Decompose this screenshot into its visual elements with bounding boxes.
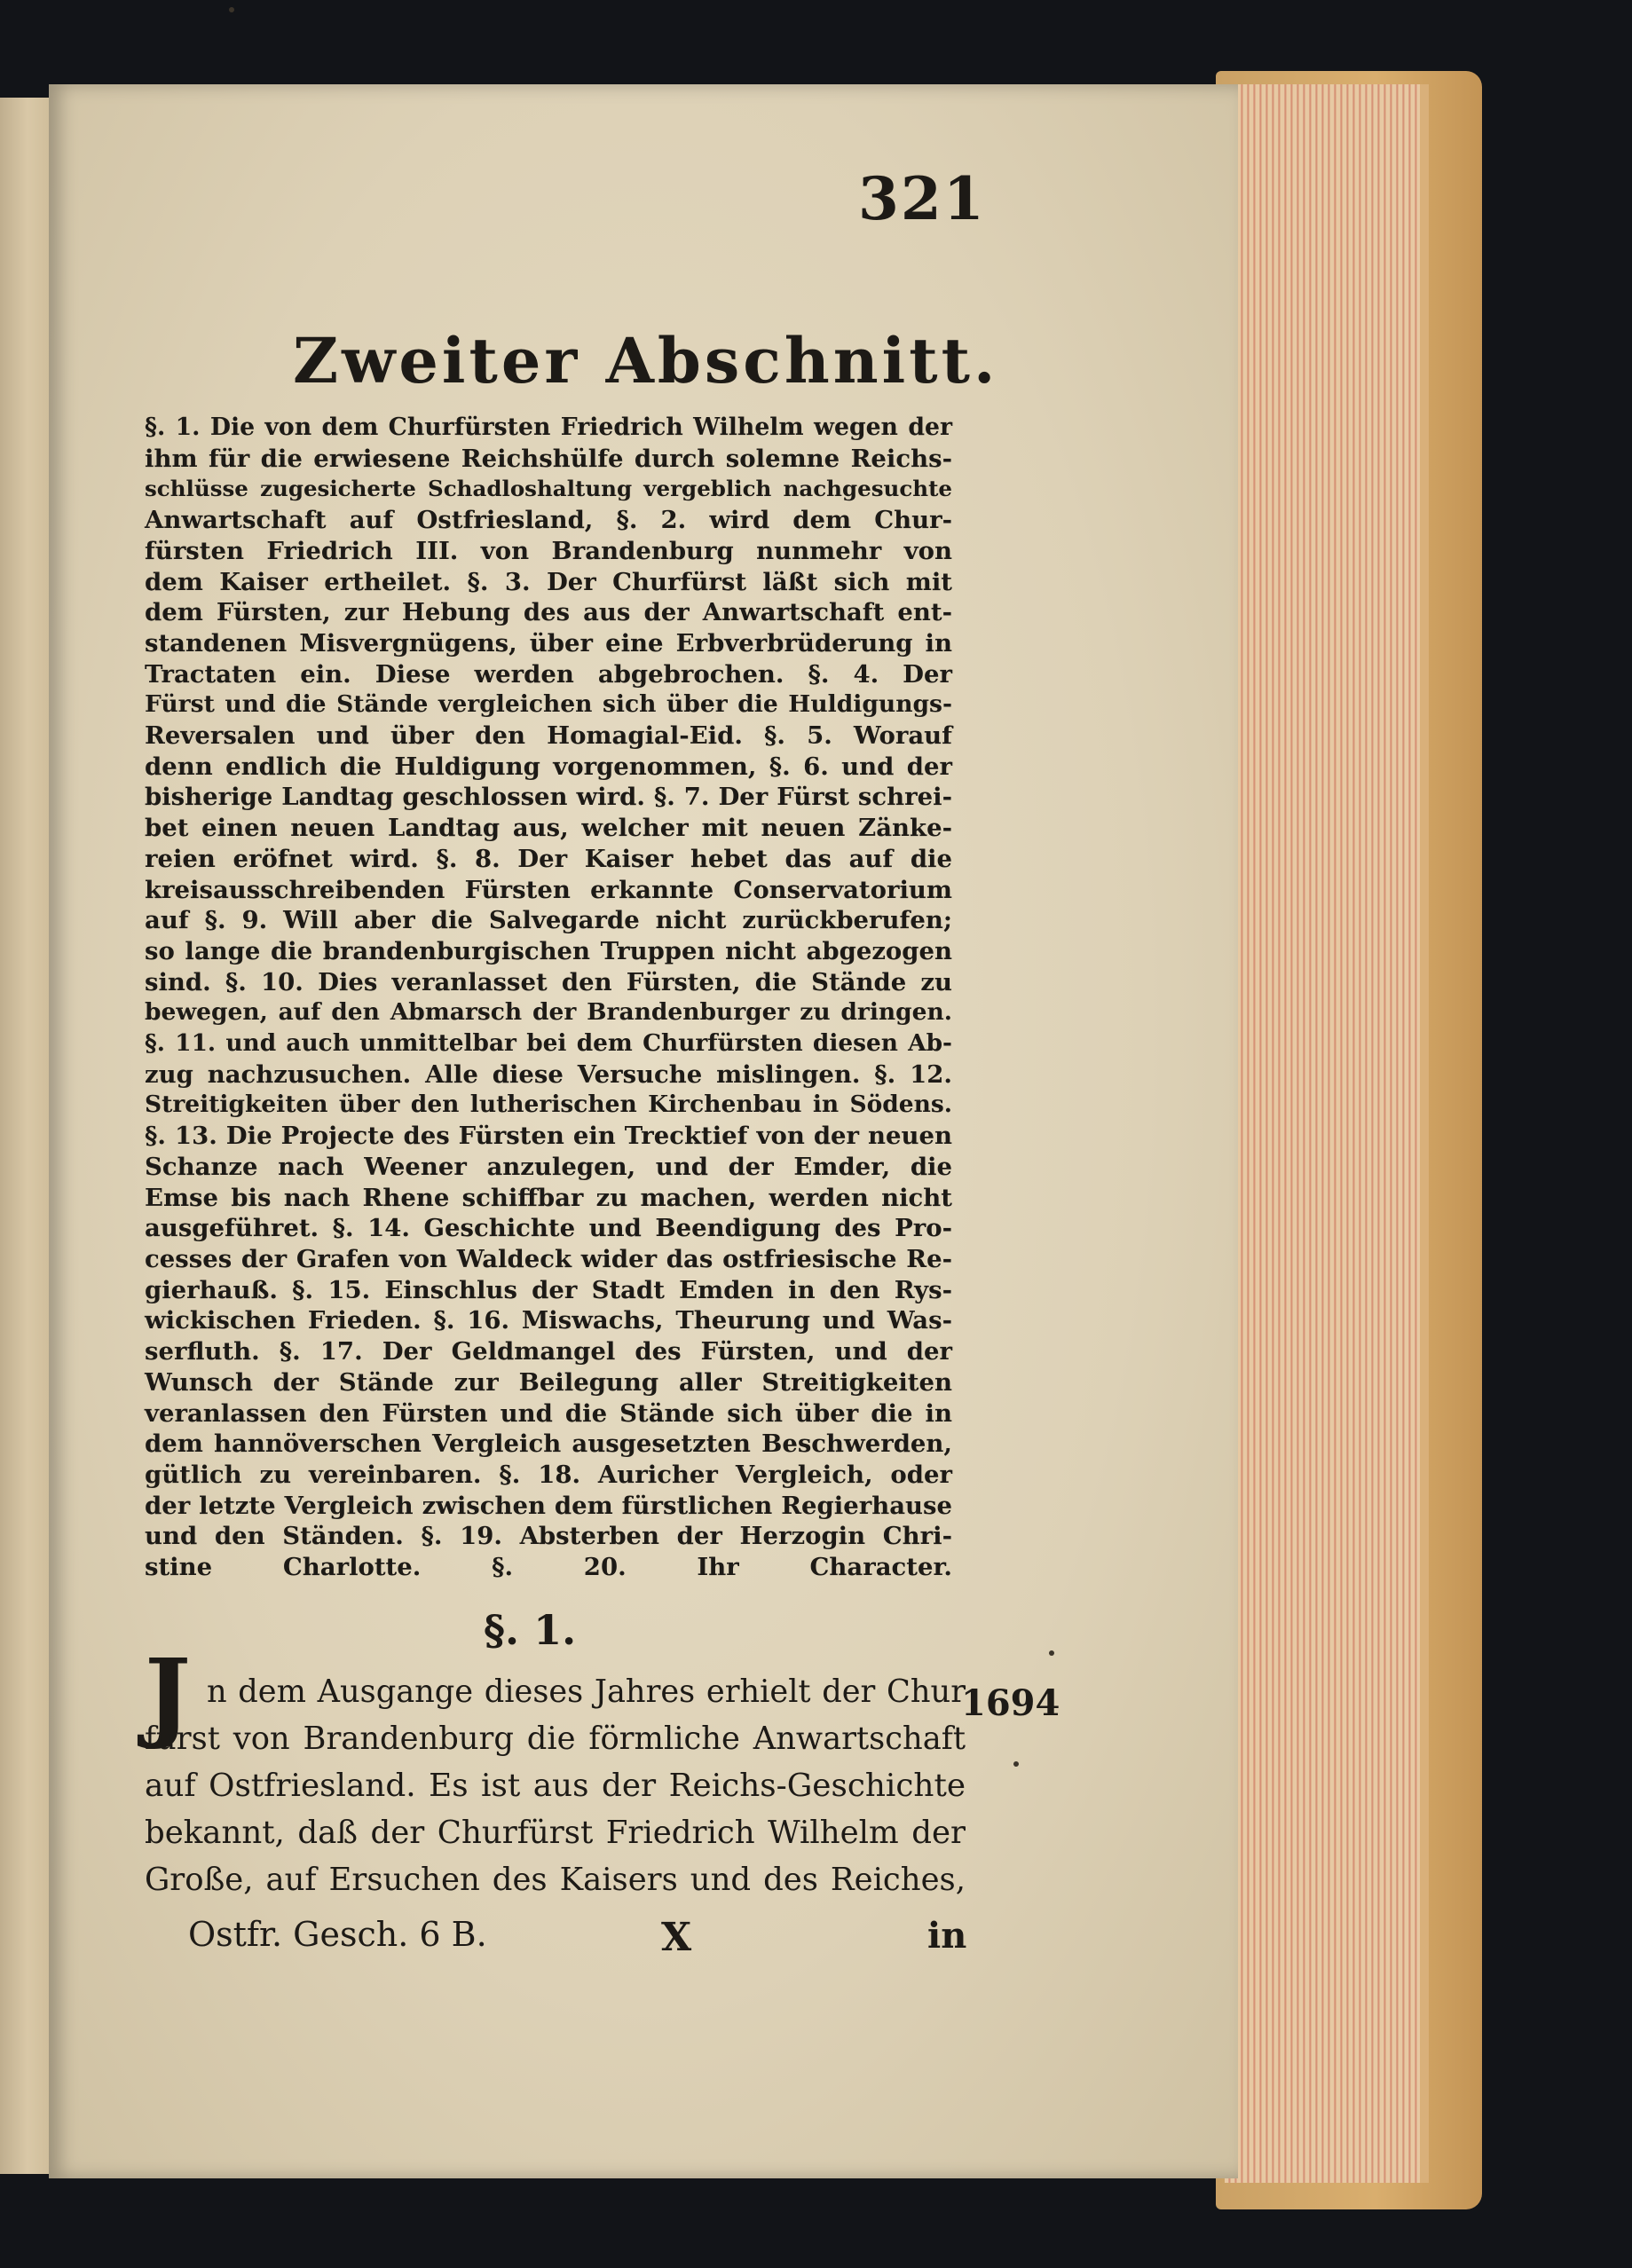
summary-line: gütlich zu vereinbaren. §. 18. Auricher Vergleich, oder [145,1460,952,1489]
summary-line: Tractaten ein. Diese werden abgebrochen. §. 4. Der [145,659,952,689]
page-block-edges [1225,84,1429,2183]
speck [1049,1650,1054,1656]
summary-line: dem Kaiser ertheilet. §. 3. Der Churfürst läßt sich mit [145,567,952,596]
summary-line: Schanze nach Weener anzulegen, und der Emder, die [145,1152,952,1181]
summary-line: serfluth. §. 17. Der Geldmangel des Fürsten, und der [145,1337,952,1366]
chapter-heading: Zweiter Abschnitt. [293,324,999,398]
summary-line: bisherige Landtag geschlossen wird. §. 7. Der Fürst schrei- [145,783,952,812]
summary-line: schlüsse zugesicherte Schadloshaltung vergeblich nachgesuchte [145,476,952,502]
body-line: fürst von Brandenburg die förmliche Anwartschaft [145,1721,966,1757]
body-line: bekannt, daß der Churfürst Friedrich Wilhelm der [145,1815,966,1851]
summary-line: sind. §. 10. Dies veranlasset den Fürsten, die Stände zu [145,967,952,996]
summary-line: kreisausschreibenden Fürsten erkannte Conservatorium [145,875,952,904]
summary-line: denn endlich die Huldigung vorgenommen, §. 6. und der [145,752,952,781]
page-number: 321 [858,164,986,233]
summary-line: standenen Misvergnügens, über eine Erbverbrüderung in [145,628,952,658]
summary-line: Reversalen und über den Homagial-Eid. §. 5. Worauf [145,721,952,751]
summary-line: ausgeführet. §. 14. Geschichte und Beendigung des Pro- [145,1214,952,1243]
summary-line: und den Ständen. §. 19. Absterben der Herzogin Chri- [145,1522,952,1551]
margin-year: 1694 [961,1682,1060,1724]
summary-line: Fürst und die Stände vergleichen sich über die Huldigungs- [145,690,952,719]
drop-cap: J [145,1637,192,1752]
body-line: Große, auf Ersuchen des Kaisers und des Reiches, [145,1862,966,1898]
summary-line: §. 13. Die Projecte des Fürsten ein Trecktief von der neuen [145,1122,952,1151]
summary-line: Wunsch der Stände zur Beilegung aller Streitigkeiten [145,1367,952,1397]
summary-line: der letzte Vergleich zwischen dem fürstlichen Regierhause [145,1491,952,1520]
summary-line: cesses der Grafen von Waldeck wider das ostfriesische Re- [145,1244,952,1273]
summary-line: dem Fürsten, zur Hebung des aus der Anwartschaft ent- [145,598,952,627]
summary-line: §. 11. und auch unmittelbar bei dem Churfürsten diesen Ab- [145,1029,952,1058]
summary-line: §. 1. Die von dem Churfürsten Friedrich Wilhelm wegen der [145,413,952,441]
chapter-summary [145,413,952,1583]
signature-line: Ostfr. Gesch. 6 B. [188,1915,487,1954]
speck [229,7,234,12]
summary-line: so lange die brandenburgischen Truppen nicht abgezogen [145,936,952,965]
body-line: n dem Ausgange dieses Jahres erhielt der Chur [207,1673,966,1710]
summary-line: Anwartschaft auf Ostfriesland, §. 2. wird dem Chur- [145,506,952,535]
section-mark: §. 1. [484,1606,577,1654]
speck [1013,1761,1019,1767]
summary-line: ihm für die erwiesene Reichshülfe durch solemne Reichs- [145,444,952,473]
summary-line: wickischen Frieden. §. 16. Miswachs, Theurung und Was- [145,1306,952,1335]
catchword: in [927,1915,967,1957]
signature-mark: X [661,1915,692,1960]
summary-line: reien eröfnet wird. §. 8. Der Kaiser hebet das auf die [145,844,952,873]
summary-line: Streitigkeiten über den lutherischen Kirchenbau in Södens. [145,1091,952,1119]
summary-line: veranlassen den Fürsten und die Stände sich über die in [145,1398,952,1428]
summary-line: zug nachzusuchen. Alle diese Versuche mislingen. §. 12. [145,1059,952,1089]
summary-line: bet einen neuen Landtag aus, welcher mit neuen Zänke- [145,814,952,843]
summary-line: stine Charlotte. §. 20. Ihr Character. [145,1553,952,1582]
summary-line: dem hannöverschen Vergleich ausgesetzten Beschwerden, [145,1429,952,1459]
summary-line: Emse bis nach Rhene schiffbar zu machen, werden nicht [145,1183,952,1212]
summary-line: fürsten Friedrich III. von Brandenburg nunmehr von [145,536,952,565]
summary-line: bewegen, auf den Abmarsch der Brandenburger zu dringen. [145,998,952,1027]
body-text [145,1668,966,1903]
body-line: auf Ostfriesland. Es ist aus der Reichs-Geschichte [145,1768,966,1804]
summary-line: auf §. 9. Will aber die Salvegarde nicht zurückberufen; [145,906,952,935]
summary-line: gierhauß. §. 15. Einschlus der Stadt Emden in den Rys- [145,1275,952,1304]
